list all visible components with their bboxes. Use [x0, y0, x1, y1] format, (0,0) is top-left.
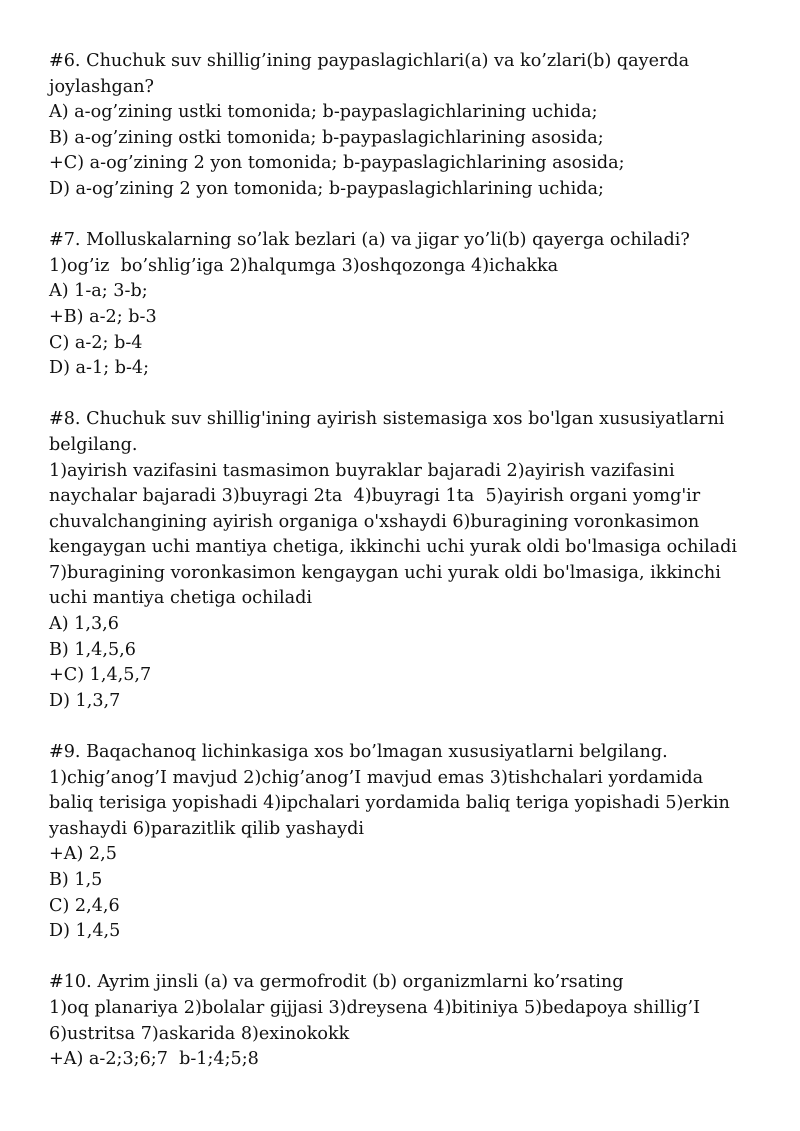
answer-option-b-correct: +B) a-2; b-3 — [49, 306, 157, 327]
answer-option-a: A) 1-a; 3-b; — [49, 281, 148, 302]
answer-option-b: B) 1,4,5,6 — [49, 639, 136, 660]
question-choices: naychalar bajaradi 3)buyragi 2ta 4)buyragi 1ta 5)ayirish organi yomg'ir — [49, 486, 701, 507]
answer-option-a: A) 1,3,6 — [49, 614, 119, 635]
question-choices: 1)ayirish vazifasini tasmasimon buyraklar bajaradi 2)ayirish vazifasini — [49, 460, 675, 481]
answer-option-c: C) 2,4,6 — [49, 895, 120, 916]
answer-option-a-correct: +A) a-2;3;6;7 b-1;4;5;8 — [49, 1049, 259, 1070]
answer-option-b: B) 1,5 — [49, 870, 103, 890]
question-8 — [49, 407, 779, 714]
question-choices: uchi mantiya chetiga ochiladi — [49, 588, 313, 609]
question-choices: baliq terisiga yopishadi 4)ipchalari yordamida baliq teriga yopishadi 5)erkin — [49, 793, 730, 814]
question-7 — [49, 228, 779, 382]
question-choices: kengaygan uchi mantiya chetiga, ikkinchi uchi yurak oldi bo'lmasiga ochiladi — [49, 537, 738, 558]
question-choices: 7)buragining voronkasimon kengaygan uchi yurak oldi bo'lmasiga, ikkinchi — [49, 562, 721, 583]
question-choices: chuvalchangining ayirish organiga o'xshaydi 6)buragining voronkasimon — [49, 511, 700, 532]
question-text: #9. Baqachanoq lichinkasiga xos bo’lmagan xususiyatlarni belgilang. — [49, 742, 668, 763]
question-text: #10. Ayrim jinsli (a) va germofrodit (b) organizmlarni ko’rsating — [49, 972, 624, 993]
question-text: #6. Chuchuk suv shillig’ining paypaslagichlari(a) va ko’zlari(b) qayerda — [49, 51, 690, 71]
answer-option-c-correct: +C) a-og’zining 2 yon tomonida; b-paypaslagichlarining asosida; — [49, 153, 625, 174]
answer-option-c: C) a-2; b-4 — [49, 332, 143, 353]
question-choices: 6)ustritsa 7)askarida 8)exinokokk — [49, 1023, 350, 1044]
question-9 — [49, 740, 779, 945]
answer-option-d: D) a-1; b-4; — [49, 358, 150, 379]
question-choices: 1)og’iz bo’shlig’iga 2)halqumga 3)oshqozonga 4)ichakka — [49, 255, 559, 276]
question-text: #8. Chuchuk suv shillig'ining ayirish sistemasiga xos bo'lgan xususiyatlarni — [49, 409, 725, 430]
answer-option-d: D) a-og’zining 2 yon tomonida; b-paypaslagichlarining uchida; — [49, 178, 604, 199]
answer-option-d: D) 1,3,7 — [49, 690, 121, 711]
answer-option-a: A) a-og’zining ustki tomonida; b-paypaslagichlarining uchida; — [49, 102, 598, 123]
question-10 — [49, 970, 779, 1072]
answer-option-a-correct: +A) 2,5 — [49, 844, 117, 865]
question-text: joylashgan? — [49, 76, 154, 97]
question-choices: 1)chig’anog’I mavjud 2)chig’anog’I mavjud emas 3)tishchalari yordamida — [49, 767, 704, 788]
answer-option-d: D) 1,4,5 — [49, 921, 121, 942]
question-choices: 1)oq planariya 2)bolalar gijjasi 3)dreysena 4)bitiniya 5)bedapoya shillig’I — [49, 997, 701, 1018]
question-text: #7. Molluskalarning so’lak bezlari (a) va jigar yo’li(b) qayerga ochiladi? — [49, 230, 690, 251]
answer-option-c-correct: +C) 1,4,5,7 — [49, 665, 152, 686]
answer-option-b: B) a-og’zining ostki tomonida; b-paypaslagichlarining asosida; — [49, 127, 604, 148]
question-choices: yashaydi 6)parazitlik qilib yashaydi — [49, 818, 364, 839]
question-6 — [49, 49, 779, 203]
document-page — [49, 49, 779, 1073]
question-text: belgilang. — [49, 434, 138, 455]
